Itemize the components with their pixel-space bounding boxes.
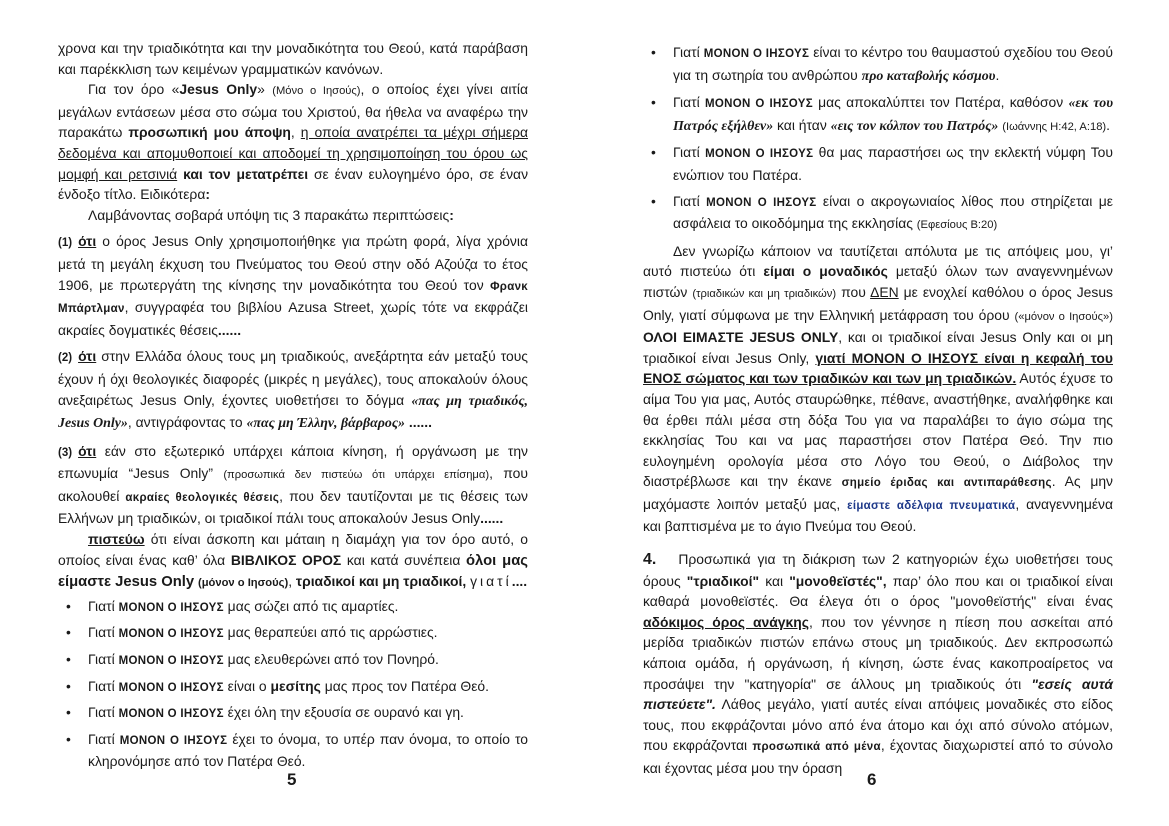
bullet-icon: •	[66, 651, 71, 668]
text: Γιατί	[88, 651, 119, 668]
case-2	[58, 346, 528, 434]
text: και κατά συνέπεια	[341, 551, 467, 568]
bold-text: ΜΟΝΟΝ Ο ΙΗΣΟΥΣ	[118, 655, 224, 668]
text: με ενοχλεί καθόλου ο όρος Jesus Only, γιατί σύμφωνα με την Ελληνική μετάφραση του όρου	[643, 283, 1114, 323]
text: μας σώζει από τις αμαρτίες.	[223, 597, 399, 614]
ellipsis: ......	[405, 414, 433, 431]
bold-text: σημείο έριδας και αντιπαράθεσης	[841, 477, 1052, 490]
paragraph-belief	[58, 529, 528, 594]
text: και ήταν	[773, 116, 831, 133]
quote: «πας μη τριαδικός, Jesus Only»	[58, 393, 529, 432]
quote: «εκ του Πατρός εξήλθεν»	[673, 96, 1114, 134]
text: , αντιγράφοντας το	[127, 414, 247, 431]
text: και	[759, 572, 790, 589]
bullet-icon: •	[66, 677, 71, 694]
bullet-icon: •	[651, 144, 656, 161]
text: »	[257, 81, 273, 98]
text: σε έναν ευλογημένο όρο, σε έναν ένδοξο τίτλο. Ειδικότερα	[58, 165, 529, 203]
text: μας ελευθερώνει από τον Πονηρό.	[223, 651, 439, 668]
text: .	[995, 66, 1000, 83]
text: , συγγραφέα του βιβλίου Azusa Street, χωρίς τότε να εκφράζει ακραίες δογματικές θέσεις	[58, 299, 528, 338]
text: Γιατί	[673, 94, 705, 111]
bold-text: τριαδικοί και μη τριαδικοί,	[295, 573, 467, 590]
text: , που δεν ταυτίζονται με τις θέσεις των Ελλήνων μη τριαδικών, οι τριαδικοί πάλι τους αποκαλούν Jesus Only	[58, 487, 528, 527]
case-number: (2)	[58, 352, 73, 365]
text: Γιατί	[88, 704, 119, 721]
bold-text: ΜΟΝΟΝ Ο ΙΗΣΟΥΣ	[119, 734, 228, 747]
ellipsis: ....	[511, 573, 528, 590]
text: , έχοντας διαχωριστεί από το σύνολο και έχοντας μέσα μου την όραση	[643, 737, 1114, 776]
bold-text: όλοι μας είμαστε Jesus Only	[58, 552, 528, 591]
list-item	[58, 702, 528, 725]
underlined-text: ΔΕΝ	[870, 283, 899, 300]
text: που	[836, 283, 871, 300]
text: είναι το κέντρο του θαυμαστού σχεδίου του Θεού για τη σωτηρία του ανθρώπου	[673, 44, 1113, 83]
bullet-icon: •	[66, 624, 71, 641]
bold-text: ΜΟΝΟΝ Ο ΙΗΣΟΥΣ	[703, 48, 810, 60]
list-item	[643, 92, 1113, 137]
quote: «πας μη Έλλην, βάρβαρος»	[246, 416, 405, 432]
text: Δεν γνωρίζω κάποιον να ταυτίζεται απόλυτα με τις απόψεις μου, γι’ αυτό πιστεύω ότι	[643, 242, 1113, 280]
reasons-list-continued	[643, 42, 1113, 236]
text: .	[1106, 116, 1111, 133]
quote: «εις τον κόλπον του Πατρός»	[830, 118, 999, 134]
list-item	[643, 191, 1113, 236]
bold-text: μεσίτης	[270, 677, 321, 694]
underlined-bold-text: γιατί ΜΟΝΟΝ Ο ΙΗΣΟΥΣ είναι η κεφαλή του ΕΝΟΣ σώματος και των τριαδικών και των μη τριαδικών.	[643, 349, 1113, 387]
page-right	[643, 38, 1113, 779]
text: Γιατί	[88, 730, 120, 747]
belief-keyword: πιστεύω	[88, 531, 145, 548]
text: Γιατί	[673, 144, 706, 161]
paragraph-section-4	[643, 549, 1113, 779]
parenthetical: (τριαδικών και μη τριαδικών)	[692, 287, 837, 300]
parenthetical: (Μόνο ο Ιησούς)	[272, 85, 361, 98]
case-1	[58, 231, 528, 340]
personal-opinion: προσωπική μου άποψη	[128, 124, 291, 141]
list-item	[58, 596, 528, 619]
paragraph-cases-intro	[58, 205, 528, 226]
text: Γιατί	[88, 677, 119, 694]
text: , αναγεννημένα και βαπτισμένα με το άγιο Πνεύμα του Θεού.	[643, 495, 1114, 535]
list-item	[58, 649, 528, 672]
text: έχει όλη την εξουσία σε ουρανό και γη.	[223, 704, 464, 721]
text: , ο οποίος έχει γίνει αιτία μεγάλων εντάσεων μέσα στο σώμα του Χριστού, θα ήθελα να αναφέρω την παρακάτω	[58, 81, 529, 141]
case-keyword: ότι	[78, 348, 97, 365]
list-item	[58, 676, 528, 699]
bold-text: και τον μετατρέπει	[183, 165, 309, 182]
bold-text: ΜΟΝΟΝ Ο ΙΗΣΟΥΣ	[704, 98, 813, 111]
list-item	[643, 142, 1113, 185]
text: παρ’ όλο που και οι τριαδικοί είναι καθαρά μονοθεϊστές. Θα έλεγα ότι ο όρος "μονοθεϊστής" είναι ένας	[643, 572, 1113, 610]
bullet-icon: •	[66, 730, 71, 747]
text: στην Ελλάδα όλους τους μη τριαδικούς, ανεξάρτητα εάν μεταξύ τους έχουν ή όχι θεολογικές διαφορές (μικρές η μεγάλες), τους αποκαλούν όλους ανεξαιρέτως Jesus Only, έχοντες υιοθετήσει το δόγμα	[58, 348, 528, 408]
parenthetical: (μόνον ο Ιησούς)	[197, 577, 289, 590]
page-left	[58, 38, 528, 776]
text: μας αποκαλύπτει τον Πατέρα, καθόσον	[812, 94, 1069, 111]
text: είναι ο ακρογωνιαίος λίθος που στηρίζεται με ασφάλεια το οικοδόμημα της εκκλησίας	[673, 192, 1114, 232]
text: , που ακολουθεί	[58, 465, 529, 504]
bullet-icon: •	[651, 44, 656, 60]
quote: "εσείς αυτά πιστεύετε".	[643, 675, 1113, 713]
quote: προ καταβολής κόσμου	[861, 68, 996, 84]
text: Για τον όρο «	[88, 81, 180, 98]
underlined-bold-text: αδόκιμος όρος ανάγκης	[643, 613, 809, 630]
text: μας προς τον Πατέρα Θεό.	[320, 677, 490, 694]
text: Γιατί	[673, 44, 704, 60]
text: Λάθος μεγάλο, γιατί αυτές είναι απόψεις μοναδικές στο είδος τους, που εκφράζονται μόνο από ένα άτομο και όχι από σύνολο ατόμων, που εκφράζονται	[643, 696, 1113, 754]
bullet-icon: •	[66, 704, 71, 721]
paragraph-term	[58, 79, 528, 205]
page-number-right: 6	[867, 770, 877, 789]
colon: :	[205, 186, 210, 203]
text: έχει το όνομα, το υπέρ παν όνομα, το οποίο το κληρονόμησε από τον Πατέρα Θεό.	[88, 730, 528, 770]
text: , και οι τριαδικοί είναι Jesus Only και οι μη τριαδικοί είναι Jesus Only,	[643, 329, 1113, 366]
bold-text: ΜΟΝΟΝ Ο ΙΗΣΟΥΣ	[705, 148, 814, 161]
parenthetical: (προσωπικά δεν πιστεύω ότι υπάρχει επίσημα)	[223, 469, 490, 482]
bold-text: "τριαδικοί"	[686, 572, 760, 589]
section-number: 4.	[643, 551, 657, 569]
biblical-term: ΒΙΒΛΙΚΟΣ ΟΡΟΣ	[230, 551, 342, 568]
case-keyword: ότι	[78, 442, 97, 459]
colon: :	[449, 206, 454, 223]
person-name: Φρανκ Μπάρτλμαν	[58, 280, 528, 316]
paragraph-unique	[643, 241, 1113, 537]
bullet-icon: •	[66, 597, 71, 614]
text: . Ας μην μαχόμαστε λοιπόν μεταξύ μας,	[643, 473, 1113, 512]
text: Προσωπικά για τη διάκριση των 2 κατηγοριών έχω υιοθετήσει τους όρους	[643, 551, 1113, 589]
bold-text: ΜΟΝΟΝ Ο ΙΗΣΟΥΣ	[118, 628, 224, 641]
text: μεταξύ όλων των αναγεννημένων πιστών	[643, 263, 1114, 300]
text: Αυτός έχυσε το αίμα Του για μας, Αυτός σταυρώθηκε, πέθανε, αναστήθηκε, αναλήφθηκε και θα έρθει πάλι μέσα στη δόξα Του για να παραλάβει το άγιο σώμα της εκκλησίας Του και να μας παραστήσει στον Πατέρα Θεό. Την πιο ευλογημένη ορολογία μέσα στο Λόγο του Θεού, ο Διάβολος την διαστρέβλωσε και την έκανε	[643, 370, 1113, 490]
bold-text: ΜΟΝΟΝ Ο ΙΗΣΟΥΣ	[706, 196, 817, 209]
text: , που τον γέννησε η πίεση που ασκείται από μερίδα τριαδικών πιστών επάνω στους μη τριαδικούς. Δεν εκπροσωπώ κάποια ομάδα, ή οργάνωση, ή κίνηση, ώστε ένας κακοπροαίρετος να προσάψει την "κατηγορία" σε άλλους μη τριαδικούς ότι	[643, 613, 1114, 692]
bold-text: ΜΟΝΟΝ Ο ΙΗΣΟΥΣ	[118, 601, 224, 614]
paragraph-intro: χρονα και την τριαδικότητα και την μοναδικότητα του Θεού, κατά παράβαση και παρέκκλιση των κειμένων γραμματικών κανόνων.	[58, 40, 528, 77]
ellipsis: ......	[480, 510, 504, 527]
bold-text: προσωπικά από μένα	[752, 741, 881, 754]
list-item	[58, 729, 528, 772]
bold-text: ΟΛΟΙ ΕΙΜΑΣΤΕ JESUS ONLY	[643, 329, 839, 346]
page-number-left: 5	[287, 770, 297, 789]
text: ,	[288, 573, 296, 590]
text: μας θεραπεύει από τις αρρώστιες.	[223, 624, 438, 641]
text: ο όρος Jesus Only χρησιμοποιήθηκε για πρώτη φορά, λίγα χρόνια μετά τη μεγάλη έκχυση του Πνεύματος του Θεού στην οδό Αζούζα το έτος 1906, με πρωτεργάτη της κίνησης την μοναδικότητα του Θεού τον	[58, 233, 528, 293]
term-jesus-only: Jesus Only	[179, 81, 258, 98]
text: ότι είναι άσκοπη και μάταιη η διαμάχη για τον όρο αυτό, ο οποίος είναι ένας καθ’ όλα	[58, 531, 528, 568]
spaced-word: γιατί	[470, 573, 512, 590]
case-3	[58, 441, 528, 529]
bold-text: ΜΟΝΟΝ Ο ΙΗΣΟΥΣ	[118, 681, 224, 694]
case-keyword: ότι	[78, 233, 97, 250]
bullet-icon: •	[651, 192, 656, 209]
text: είναι ο	[223, 677, 271, 694]
bold-text: ακραίες θεολογικές θέσεις	[125, 491, 280, 504]
reasons-list	[58, 596, 528, 772]
bold-text: ΜΟΝΟΝ Ο ΙΗΣΟΥΣ	[118, 708, 224, 721]
case-number: (1)	[58, 237, 73, 250]
parenthetical: («μόνον ο Ιησούς»)	[1014, 310, 1113, 323]
bold-text: είμαι ο μοναδικός	[763, 263, 888, 280]
case-number: (3)	[58, 446, 73, 459]
list-item	[643, 42, 1113, 87]
text: Γιατί	[673, 192, 707, 209]
text: Γιατί	[88, 597, 119, 614]
text: θα μας παραστήσει ως την εκλεκτή νύμφη Του ενώπιον του Πατέρα.	[673, 144, 1113, 183]
text: Λαμβάνοντας σοβαρά υπόψη τις 3 παρακάτω περιπτώσεις	[88, 206, 450, 223]
scripture-reference: (Εφεσίους Β:20)	[916, 219, 998, 232]
bold-text: "μονοθεϊστές",	[789, 572, 887, 589]
scripture-reference: (Ιωάννης Η:42, Α:18)	[1002, 120, 1107, 133]
text: Γιατί	[88, 624, 119, 641]
underlined-text: η οποία ανατρέπει τα μέχρι σήμερα δεδομένα και απομυθοποιεί και αποδομεί τη χρησιμοποίηση του όρου ως μομφή και ρετσινιά	[58, 124, 529, 182]
list-item	[58, 622, 528, 645]
text: ,	[290, 124, 301, 141]
text: εάν στο εξωτερικό υπάρχει κάποια κίνηση, ή οργάνωση με την επωνυμία “Jesus Only”	[58, 442, 528, 482]
ellipsis: ......	[217, 321, 242, 338]
bullet-icon: •	[651, 94, 656, 111]
highlighted-text: είμαστε αδέλφια πνευματικά	[847, 499, 1016, 512]
